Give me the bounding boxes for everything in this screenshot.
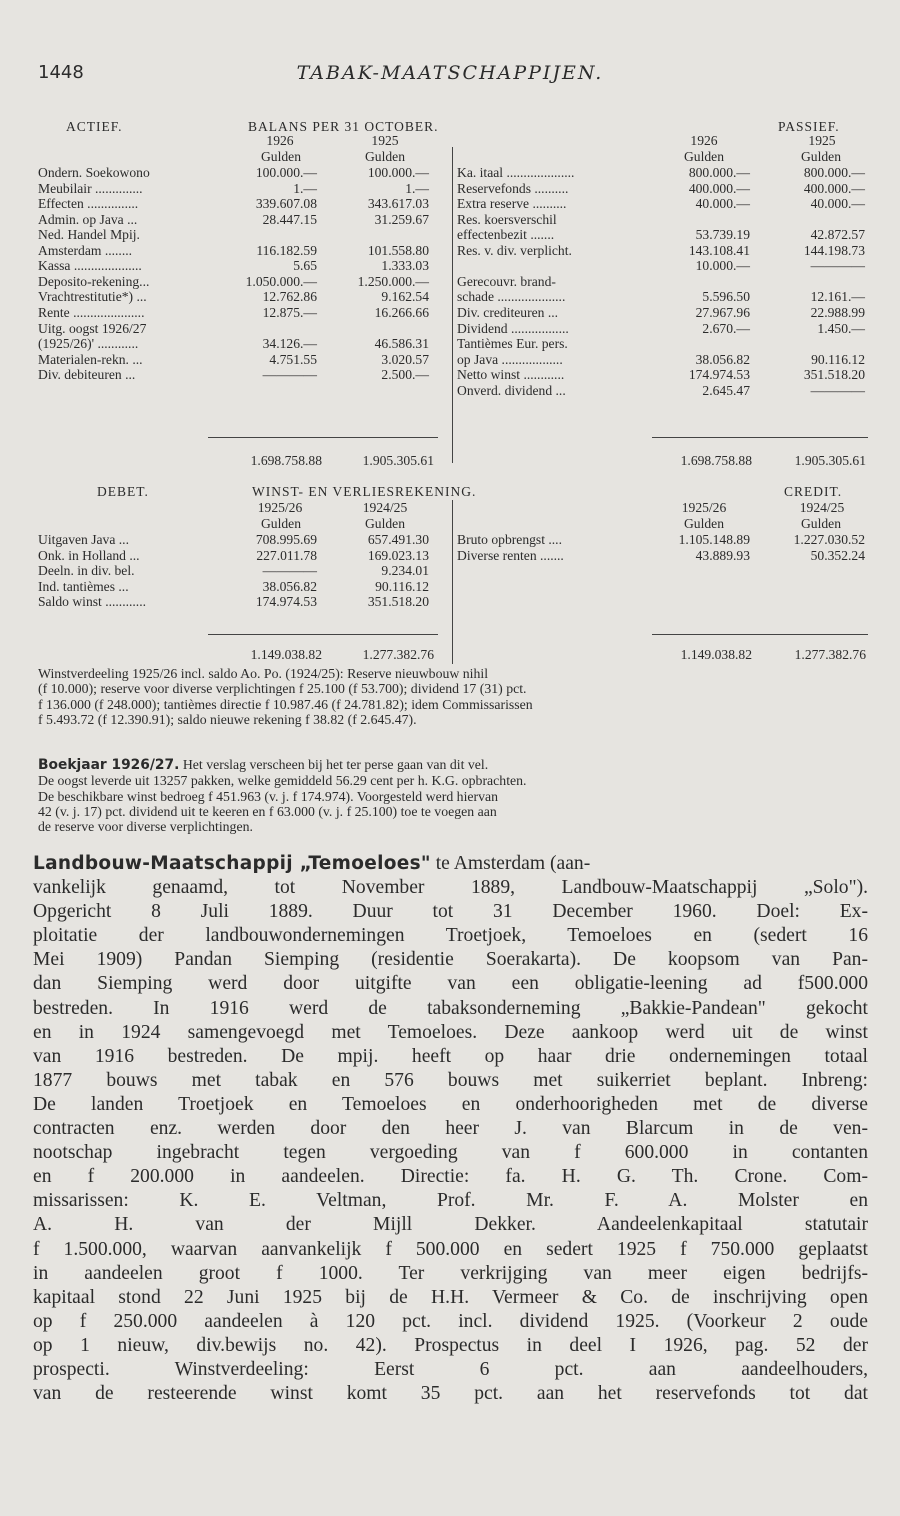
row-label: Res. koersverschil xyxy=(457,211,557,227)
article-line: ploitatie der landbouwondernemingen Troetjoek, Temoeloes en (sedert 16 xyxy=(33,925,868,947)
row-value-a: 174.974.53 xyxy=(255,594,317,610)
row-value-b: 3.020.57 xyxy=(381,351,429,367)
row-label: Rente ..................... xyxy=(38,304,145,320)
row-value-b: 1.450.— xyxy=(817,320,865,336)
pl-unit-b-left: Gulden xyxy=(364,516,406,531)
row-value-b: 16.266.66 xyxy=(374,304,429,320)
pl-divider xyxy=(452,500,453,664)
row-value-b: 100.000.— xyxy=(367,165,429,180)
row-value-b: 800.000.— xyxy=(803,165,865,180)
balance-unit-a-left: Gulden xyxy=(260,149,302,164)
article-line: De landen Troetjoek en Temoeloes en onderhoorigheden met de diverse xyxy=(33,1093,868,1115)
winstverdeeling-line: f 136.000 (f 248.000); tantièmes directie f 10.987.46 (f 24.781.82); idem Commissarissen xyxy=(38,696,533,712)
row-label: Ned. Handel Mpij. xyxy=(38,227,140,243)
row-value-a: 2.670.— xyxy=(702,320,750,336)
row-label: effectenbezit ....... xyxy=(457,227,555,243)
article-line: Opgericht 8 Juli 1889. Duur tot 31 December 1960. Doel: Ex- xyxy=(33,901,868,923)
article-line: missarissen: K. E. Veltman, Prof. Mr. F. A. Molster en xyxy=(33,1190,868,1212)
pl-total-a-left: 1.149.038.82 xyxy=(250,647,322,662)
pl-unit-a-right: Gulden xyxy=(683,516,725,531)
row-value-a: 40.000.— xyxy=(695,196,750,212)
row-label: Div. debiteuren ... xyxy=(38,367,136,383)
row-value-a: 116.182.59 xyxy=(256,242,317,258)
balance-year-a-right: 1926 xyxy=(690,133,718,148)
row-value-a: 100.000.— xyxy=(255,165,317,180)
article-line: nootschap ingebracht tegen vergoeding van f 600.000 in contanten xyxy=(33,1142,868,1164)
row-value-a: ———— xyxy=(262,563,317,579)
row-value-a: 1.050.000.— xyxy=(245,273,317,289)
article-line: vankelijk genaamd, tot November 1889, Landbouw-Maatschappij „Solo"). xyxy=(33,877,868,899)
row-label: Div. crediteuren ... xyxy=(457,304,559,320)
boekjaar-line: de reserve voor diverse verplichtingen. xyxy=(38,819,253,835)
running-header xyxy=(38,62,862,86)
pl-title: WINST- EN VERLIESREKENING. xyxy=(252,484,477,499)
row-value-b: 343.617.03 xyxy=(367,196,429,212)
article-line: bestreden. In 1916 werd de tabaksonderneming „Bakkie-Pandean" gekocht xyxy=(33,997,868,1019)
article-line: Mei 1909) Pandan Siemping (residentie Soerakarta). De koopsom van Pan- xyxy=(33,949,868,971)
article-line: van 1916 bestreden. De mpij. heeft op haar drie ondernemingen totaal xyxy=(33,1045,868,1067)
row-label: op Java .................. xyxy=(457,351,563,367)
actief-heading: ACTIEF. xyxy=(66,119,123,134)
row-value-a: 339.607.08 xyxy=(255,196,317,212)
balance-unit-a-right: Gulden xyxy=(683,149,725,164)
row-value-b: 31.259.67 xyxy=(374,211,429,227)
row-value-a: 5.65 xyxy=(293,258,317,274)
balance-total-b-right: 1.905.305.61 xyxy=(794,453,866,468)
pl-total-b-right: 1.277.382.76 xyxy=(794,647,866,662)
balance-rule-left xyxy=(208,437,438,438)
row-label: Uitgaven Java ... xyxy=(38,532,129,547)
row-label: Gerecouvr. brand- xyxy=(457,273,556,289)
pl-rule-right xyxy=(652,634,868,635)
balance-year-a-left: 1926 xyxy=(266,133,294,148)
row-value-b: 12.161.— xyxy=(810,289,865,305)
balance-total-b-left: 1.905.305.61 xyxy=(362,453,434,468)
row-value-a: 400.000.— xyxy=(688,180,750,196)
row-value-b: 90.116.12 xyxy=(375,578,429,594)
row-value-a: 174.974.53 xyxy=(688,367,750,383)
balance-unit-b-left: Gulden xyxy=(364,149,406,164)
article-line: kapitaal stond 22 Juni 1925 bij de H.H. Vermeer & Co. de inschrijving open xyxy=(33,1286,868,1308)
row-label: Admin. op Java ... xyxy=(38,211,138,227)
row-value-b: 9.162.54 xyxy=(381,289,429,305)
row-value-a: 34.126.— xyxy=(262,336,317,352)
row-value-b: 50.352.24 xyxy=(810,547,865,563)
company-name: Landbouw-Maatschappij „Temoeloes" xyxy=(33,853,431,874)
row-label: (1925/26)' ............ xyxy=(38,336,139,352)
winstverdeeling-note xyxy=(38,666,868,727)
winstverdeeling-line: f 5.493.72 (f 12.390.91); saldo nieuwe rekening f 38.82 (f 2.645.47). xyxy=(38,711,417,727)
row-value-a: 5.596.50 xyxy=(702,289,750,305)
row-value-a: 28.447.15 xyxy=(262,211,317,227)
row-label: Uitg. oogst 1926/27 xyxy=(38,320,147,336)
article-line: en f 200.000 in aandeelen. Directie: fa. H. G. Th. Crone. Com- xyxy=(33,1166,868,1188)
boekjaar-note xyxy=(38,757,868,834)
row-label: Dividend ................. xyxy=(457,320,569,336)
row-value-a: ———— xyxy=(262,367,317,383)
article-line: contracten enz. werden door den heer J. van Blarcum in de ven- xyxy=(33,1118,868,1140)
running-title: TABAK-MAATSCHAPPIJEN. xyxy=(296,62,604,84)
row-label: Bruto opbrengst .... xyxy=(457,532,562,547)
balance-total-a-right: 1.698.758.88 xyxy=(680,453,752,468)
pl-total-a-right: 1.149.038.82 xyxy=(680,647,752,662)
row-value-b: 169.023.13 xyxy=(367,547,429,563)
row-value-b: 2.500.— xyxy=(381,367,429,383)
pl-unit-b-right: Gulden xyxy=(800,516,842,531)
article-line: op 1 nieuw, div.bewijs no. 42). Prospectus in deel I 1926, pag. 52 der xyxy=(33,1334,868,1356)
row-label: Materialen-rekn. ... xyxy=(38,351,143,367)
balance-unit-b-right: Gulden xyxy=(800,149,842,164)
balance-year-b-right: 1925 xyxy=(808,133,836,148)
row-label: Deeln. in div. bel. xyxy=(38,563,135,579)
pl-total-b-left: 1.277.382.76 xyxy=(362,647,434,662)
article-line: 1877 bouws met tabak en 576 bouws met suikerriet beplant. Inbreng: xyxy=(33,1069,868,1091)
row-value-a: 4.751.55 xyxy=(269,351,317,367)
balance-divider xyxy=(452,147,453,463)
boekjaar-line: De beschikbare winst bedroeg f 451.963 (v. j. f 174.974). Voorgesteld werd hiervan xyxy=(38,788,499,804)
row-label: Amsterdam ........ xyxy=(38,242,133,258)
row-label: Onk. in Holland ... xyxy=(38,547,140,563)
row-value-a: 38.056.82 xyxy=(695,351,750,367)
row-value-b: 400.000.— xyxy=(803,180,865,196)
row-value-a: 12.762.86 xyxy=(262,289,317,305)
row-label: Meubilair .............. xyxy=(38,180,143,196)
article-line: van de resteerende winst komt 35 pct. aan het reservefonds tot dat xyxy=(33,1383,868,1405)
row-value-a: 10.000.— xyxy=(695,258,750,274)
row-value-a: 227.011.78 xyxy=(256,547,317,563)
page-number: 1448 xyxy=(38,62,84,83)
row-value-a: 27.967.96 xyxy=(695,304,750,320)
article-line: en in 1924 samengevoegd met Temoeloes. Deze aankoop werd uit de winst xyxy=(33,1021,868,1043)
row-value-b: ———— xyxy=(810,382,865,398)
row-value-a: 12.875.— xyxy=(262,304,317,320)
boekjaar-line: De oogst leverde uit 13257 pakken, welke gemiddeld 56.29 cent per h. K.G. opbrachten. xyxy=(38,773,527,789)
article-line: in aandeelen groot f 1000. Ter verkrijging van meer eigen bedrijfs- xyxy=(33,1262,868,1284)
row-label: Vrachtrestitutie*) ... xyxy=(38,289,147,305)
row-value-b: 40.000.— xyxy=(810,196,865,212)
row-value-b: 1.250.000.— xyxy=(357,273,429,289)
pl-year-a-left: 1925/26 xyxy=(257,500,303,515)
row-value-a: 38.056.82 xyxy=(262,578,317,594)
debet-heading: DEBET. xyxy=(97,484,149,499)
passief-heading: PASSIEF. xyxy=(778,119,840,134)
row-label: Ind. tantièmes ... xyxy=(38,578,129,594)
balance-title: BALANS PER 31 OCTOBER. xyxy=(248,119,439,134)
row-label: Deposito-rekening... xyxy=(38,273,150,289)
row-label: Reservefonds .......... xyxy=(457,180,569,196)
balance-rule-right xyxy=(652,437,868,438)
pl-year-b-left: 1924/25 xyxy=(362,500,408,515)
boekjaar-label: Boekjaar 1926/27. xyxy=(38,757,180,773)
row-value-a: 2.645.47 xyxy=(702,382,750,398)
row-label: Res. v. div. verplicht. xyxy=(457,242,572,258)
row-label: Ondern. Soekowono xyxy=(38,165,150,180)
pl-rule-left xyxy=(208,634,438,635)
row-label: Tantièmes Eur. pers. xyxy=(457,336,568,352)
row-value-a: 708.995.69 xyxy=(255,532,317,547)
pl-year-b-right: 1924/25 xyxy=(799,500,845,515)
winstverdeeling-line: Winstverdeeling 1925/26 incl. saldo Ao. Po. (1924/25): Reserve nieuwbouw nihil xyxy=(38,666,489,681)
winstverdeeling-line: (f 10.000); reserve voor diverse verplichtingen f 25.100 (f 53.700); dividend 17 (31) pct. xyxy=(38,681,527,697)
article-line: te Amsterdam (aan- xyxy=(430,853,591,874)
balance-total-a-left: 1.698.758.88 xyxy=(250,453,322,468)
row-value-b: 1.— xyxy=(405,180,429,196)
row-value-a: 43.889.93 xyxy=(695,547,750,563)
row-label: Ka. itaal .................... xyxy=(457,165,575,180)
pl-year-a-right: 1925/26 xyxy=(681,500,727,515)
row-value-b: 144.198.73 xyxy=(803,242,865,258)
company-article xyxy=(33,852,868,1406)
row-value-b: 1.227.030.52 xyxy=(793,532,865,547)
row-value-b: 46.586.31 xyxy=(374,336,429,352)
row-label: Extra reserve .......... xyxy=(457,196,567,212)
row-label: Kassa .................... xyxy=(38,258,142,274)
article-line: A. H. van der Mijll Dekker. Aandeelenkapitaal statutair xyxy=(33,1214,868,1236)
row-label: Netto winst ............ xyxy=(457,367,565,383)
row-value-a: 1.— xyxy=(293,180,317,196)
row-value-b: 351.518.20 xyxy=(803,367,865,383)
row-value-b: 351.518.20 xyxy=(367,594,429,610)
row-label: Effecten ............... xyxy=(38,196,139,212)
boekjaar-line: 42 (v. j. 17) pct. dividend uit te keeren en f 63.000 (v. j. f 25.100) toe te voegen aan xyxy=(38,803,497,819)
row-value-a: 1.105.148.89 xyxy=(678,532,750,547)
row-label: Diverse renten ....... xyxy=(457,547,564,563)
row-label: Saldo winst ............ xyxy=(38,594,146,610)
row-label: Onverd. dividend ... xyxy=(457,382,566,398)
row-value-a: 53.739.19 xyxy=(695,227,750,243)
article-line: dan Siemping werd door uitgifte van een obligatie-leening ad f500.000 xyxy=(33,973,868,995)
article-line: prospecti. Winstverdeeling: Eerst 6 pct. aan aandeelhouders, xyxy=(33,1358,868,1380)
credit-heading: CREDIT. xyxy=(784,484,843,499)
article-line: op f 250.000 aandeelen à 120 pct. incl. dividend 1925. (Voorkeur 2 oude xyxy=(33,1310,868,1332)
row-value-b: 657.491.30 xyxy=(367,532,429,547)
row-value-b: 9.234.01 xyxy=(381,563,429,579)
row-value-b: 90.116.12 xyxy=(811,351,865,367)
row-value-b: 42.872.57 xyxy=(810,227,865,243)
row-value-a: 800.000.— xyxy=(688,165,750,180)
row-value-a: 143.108.41 xyxy=(688,242,750,258)
balance-year-b-left: 1925 xyxy=(371,133,399,148)
row-value-b: 1.333.03 xyxy=(381,258,429,274)
row-label: schade .................... xyxy=(457,289,566,305)
row-value-b: 22.988.99 xyxy=(810,304,865,320)
article-line: f 1.500.000, waarvan aanvankelijk f 500.000 en sedert 1925 f 750.000 geplaatst xyxy=(33,1238,868,1260)
boekjaar-line: Het verslag verscheen bij het ter perse gaan van dit vel. xyxy=(182,757,489,772)
pl-unit-a-left: Gulden xyxy=(260,516,302,531)
row-value-b: 101.558.80 xyxy=(367,242,429,258)
row-value-b: ———— xyxy=(810,258,865,274)
